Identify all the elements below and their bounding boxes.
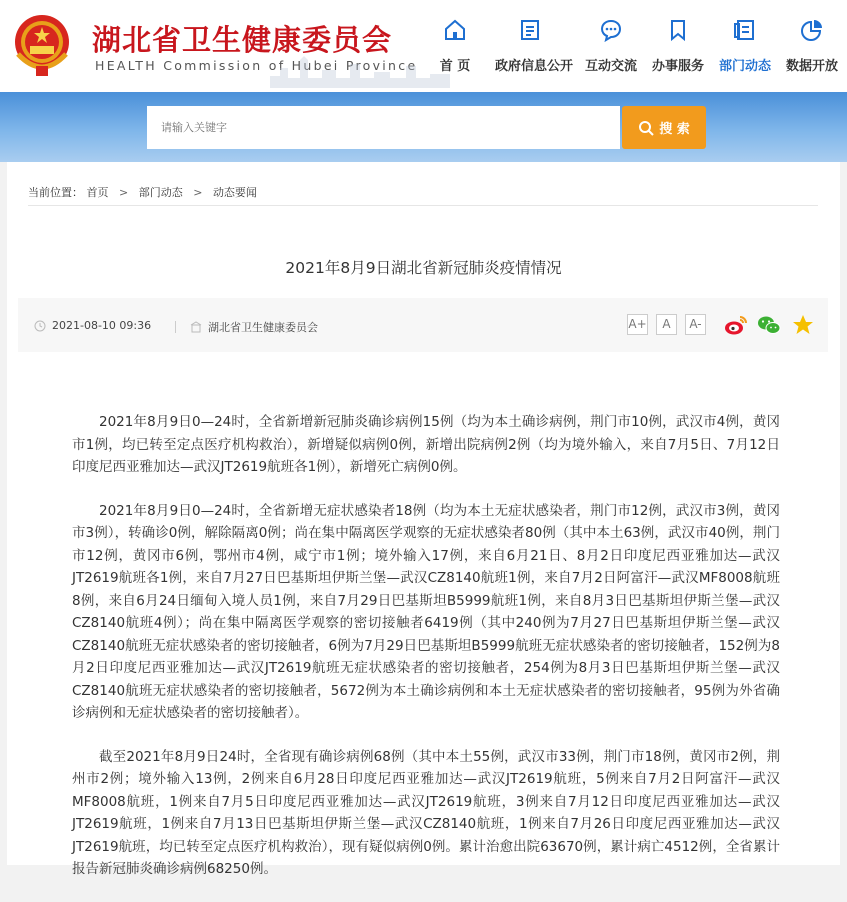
page-title: 2021年8月9日湖北省新冠肺炎疫情情况 bbox=[285, 259, 562, 277]
pie-chart-icon bbox=[800, 18, 824, 42]
favorite-star-icon[interactable] bbox=[791, 314, 815, 336]
news-icon bbox=[733, 18, 757, 42]
article-paragraph: 2021年8月9日0—24时，全省新增无症状感染者18例（均为本土无症状感染者，荆门市12例，武汉市3例，黄冈市3例），转确诊0例，解除隔离0例；尚在集中隔离医学观察的无症状感染者80例（其中本土63例，武汉市40例，荆门市12例，黄冈市6例，鄂州市4例，咸宁市1例；境外输入17例，来自6月21日、8月2日印度尼西亚雅加达—武汉JT2619航班各1例，来自7月27日巴基斯坦伊斯兰堡—武汉CZ8140航班1例，来自7月2日阿富汗—武汉MF8008航班8例，来自6月24日缅甸入境人员1例，来自7月29日巴基斯坦B5999航班1例，来自8月3日巴基斯坦伊斯兰堡—武汉CZ8140航班4例）；尚在集中隔离医学观察的密切接触者6419例（其中240例为7月27日巴基斯坦伊斯兰堡—武汉CZ8140航班无症状感染者的密切接触者，6例为7月29日巴基斯坦B5999航班无症状感染者的密切接触者，152例为8月2日印度尼西亚雅加达—武汉JT2619航班无症状感染者的密切接触者，254例为8月3日巴基斯坦伊斯兰堡—武汉CZ8140航班无症状感染者的密切接触者，5672例为本土确诊病例和本土无症状感染者的密切接触者，95例为外省确诊病例和无症状感染者的密切接触者）。 bbox=[72, 502, 780, 721]
article-paragraph: 2021年8月9日0—24时，全省新增新冠肺炎确诊病例15例（均为本土确诊病例，荆门市10例，武汉市4例，黄冈市1例，均已转至定点医疗机构救治），新增疑似病例0例，新增出院病例2例（均为境外输入，来自7月5日、7月12日印度尼西亚雅加达—武汉JT2619航班各1例），新增死亡病例0例。 bbox=[72, 414, 780, 475]
article-source: 湖北省卫生健康委员会 bbox=[175, 319, 318, 335]
search-icon bbox=[638, 120, 654, 136]
publish-date: 2021-08-10 09:36 bbox=[34, 319, 151, 332]
nav-interaction[interactable]: 互动交流 bbox=[576, 18, 646, 74]
nav-dept-news[interactable]: 部门动态 bbox=[710, 18, 780, 74]
site-subtitle: HEALTH Commission of Hubei Province bbox=[95, 58, 418, 73]
site-title[interactable]: 湖北省卫生健康委员会 bbox=[92, 23, 393, 57]
font-default-button[interactable]: A bbox=[656, 314, 677, 335]
font-decrease-button[interactable]: A- bbox=[685, 314, 706, 335]
national-emblem-icon bbox=[10, 10, 74, 78]
nav-gov-info[interactable]: 政府信息公开 bbox=[495, 18, 565, 74]
search-button[interactable]: 搜 索 bbox=[622, 106, 706, 149]
nav-services[interactable]: 办事服务 bbox=[643, 18, 713, 74]
building-icon bbox=[190, 321, 202, 333]
breadcrumb: 当前位置： 首页 > 部门动态 > 动态要闻 bbox=[28, 186, 257, 199]
divider bbox=[28, 205, 818, 206]
article-paragraph: 截至2021年8月9日24时，全省现有确诊病例68例（其中本土55例，武汉市33例，荆门市18例，黄冈市2例，荆州市2例；境外输入13例，2例来自6月28日印度尼西亚雅加达—武汉JT2619航班，5例来自7月2日阿富汗—武汉MF8008航班，1例来自7月5日印度尼西亚雅加达—武汉JT2619航班，3例来自7月12日印度尼西亚雅加达—武汉JT2619航班，1例来自7月13日巴基斯坦伊斯兰堡—武汉CZ8140航班，1例来自7月26日印度尼西亚雅加达—武汉JT2619航班，均已转至定点医疗机构救治），现有疑似病例0例。累计治愈出院63670例，累计病亡4512例，全省累计报告新冠肺炎确诊病例68250例。 bbox=[72, 748, 780, 877]
article-body bbox=[72, 411, 780, 902]
font-increase-button[interactable]: A+ bbox=[627, 314, 648, 335]
chat-icon bbox=[599, 18, 623, 42]
breadcrumb-dept-news[interactable]: 部门动态 bbox=[138, 186, 183, 199]
search-input[interactable] bbox=[147, 106, 620, 149]
nav-open-data[interactable]: 数据开放 bbox=[777, 18, 847, 74]
breadcrumb-home[interactable]: 首页 bbox=[86, 186, 109, 199]
document-icon bbox=[518, 18, 542, 42]
clock-icon bbox=[34, 320, 46, 332]
bookmark-icon bbox=[666, 18, 690, 42]
home-icon bbox=[443, 18, 467, 42]
wechat-share-icon[interactable] bbox=[757, 314, 781, 336]
weibo-share-icon[interactable] bbox=[724, 314, 748, 336]
nav-home[interactable]: 首 页 bbox=[420, 18, 490, 74]
breadcrumb-news-highlights[interactable]: 动态要闻 bbox=[212, 186, 257, 199]
